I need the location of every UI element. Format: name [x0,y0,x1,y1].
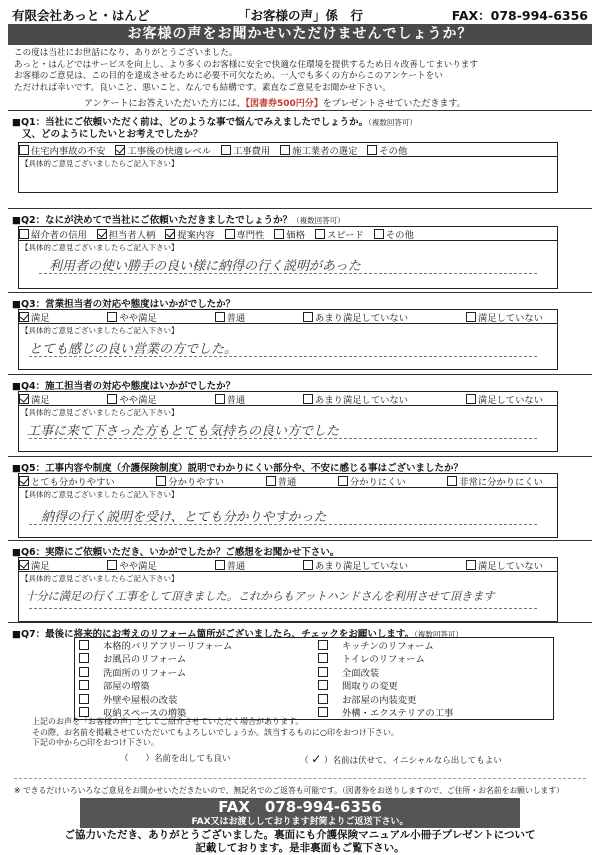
question-note: （複数回答可） [292,216,345,225]
checkbox[interactable] [19,312,29,322]
option-label: 工事後の快適レベル [127,145,212,157]
options-row [18,473,558,488]
option-label: 分かりにくい [349,476,406,488]
checkbox[interactable] [466,312,476,322]
reform-item[interactable] [314,692,553,706]
checkbox[interactable] [79,680,89,690]
reform-item[interactable] [314,665,553,679]
dashed-line [39,273,537,274]
comment-label: 【具体的ご意見ございましたらご記入下さい】 [21,574,179,583]
dashed-line [29,438,537,439]
question-title-text: ■Q1：当社にご依頼いただく前は、どのような事で悩んでみえましたでしょうか。 [12,117,369,128]
option[interactable] [447,474,543,488]
document-header [12,6,588,22]
option[interactable] [280,143,357,157]
notice-line: 上記のお声を「お客様の声」としてご紹介させていただく場合があります。 [32,717,304,726]
checkbox[interactable] [215,312,225,322]
option[interactable] [115,143,211,157]
present-prefix: アンケートにお答えいただいた方には、 [84,99,246,109]
question-title: ■Q3：営業担当者の対応や態度はいかがでしたか？ [12,299,236,310]
option[interactable] [466,310,543,324]
question-q4 [8,374,592,456]
checkbox[interactable] [466,560,476,570]
option[interactable] [19,474,115,488]
checkbox[interactable] [107,312,117,322]
reform-item[interactable] [314,679,553,693]
checkbox[interactable] [165,229,175,239]
intro-line: ただければ幸いです。良いこと、悪いこと、なんでも結構です。素直なご意見をお聞かせ下さい。 [14,82,391,93]
option[interactable] [466,558,543,572]
comment-box[interactable] [18,241,558,289]
checkbox[interactable] [274,229,284,239]
option-label: スピード [327,229,364,241]
checkbox[interactable] [318,653,328,663]
option-label: 普通 [226,560,246,572]
handwritten-answer: とても感じの良い営業の方でした。 [29,342,238,357]
option[interactable] [338,474,406,488]
question-q6 [8,540,592,624]
checkbox[interactable] [79,707,89,717]
option[interactable] [303,310,408,324]
options-row [18,142,558,157]
option-label: あまり満足していない [315,394,409,406]
publication-notice [32,717,399,749]
name-choice [100,752,520,766]
option-label: 名前を出しても良い [154,754,231,764]
reform-label: 外壁や屋根の改装 [103,694,178,706]
intro-line: お客様のご意見は、この目的を達成させるために必要不可欠なため、一人でも多くの方からこのアンケートをい [14,71,443,81]
reform-label: 外構・エクステリアの工事 [342,708,454,720]
reform-item[interactable] [75,665,314,679]
checkbox[interactable] [107,394,117,404]
reform-item[interactable] [314,652,553,666]
option[interactable] [215,558,246,572]
options-row [18,557,558,572]
checkbox[interactable] [280,145,290,155]
intro-line: あっと・はんどではサービスを向上し、より多くのお客様に安全で快適な住環境を提供するため日々改善してまいります [14,59,478,70]
question-note: （複数回答可） [414,630,463,639]
option-label: 施工業者の選定 [292,145,358,157]
intro-line: この度は当社にお世話になり、ありがとうございました。 [14,48,238,58]
intro-text [14,48,590,94]
comment-box[interactable] [18,406,558,452]
checkbox[interactable] [19,229,29,239]
checkbox[interactable] [225,229,235,239]
option[interactable] [215,392,246,406]
option-label: 担当者人柄 [108,229,156,241]
checkbox[interactable] [266,476,276,486]
reform-label: お部屋の内装変更 [342,694,417,706]
checkbox[interactable] [466,394,476,404]
checkbox[interactable] [215,560,225,570]
checkbox[interactable] [318,640,328,650]
option-label: 名前は伏せて、イニシャルなら出してもよい [332,756,502,766]
option[interactable] [107,558,156,572]
option-label: あまり満足していない [315,560,409,572]
reform-item[interactable] [75,638,314,652]
option-label: 非常に分かりにくい [459,476,543,488]
header-fax: FAX：078-994-6356 [451,8,588,23]
comment-box[interactable] [18,572,558,622]
option[interactable] [221,143,270,157]
reform-label: 全面改装 [342,667,380,679]
question-title: ■Q4：施工担当者の対応や態度はいかがでしたか？ [12,381,236,392]
checkbox[interactable] [447,476,457,486]
reform-label: 部屋の増築 [103,681,150,693]
option[interactable] [19,143,105,157]
checkbox[interactable] [79,667,89,677]
reform-label: 収納スペースの増築 [103,708,187,720]
comment-box[interactable] [18,488,558,538]
reform-item[interactable] [75,652,314,666]
footer-fax-sub: FAX又はお渡ししております封筒よりご返送下さい。 [80,816,520,828]
option[interactable] [466,392,543,406]
checkbox[interactable] [19,394,29,404]
question-q7 [8,622,592,720]
question-title-text: ■Q2：なにが決めてで当社にご依頼いただきましたでしょうか？ [12,215,293,226]
option-label: 満足していない [477,312,543,324]
reform-label: キッチンのリフォーム [342,640,434,652]
checkbox[interactable] [318,680,328,690]
thanks-line: 記載しております。是非裏面もご覧下さい。 [195,842,405,854]
option[interactable] [19,392,50,406]
dashed-line [29,524,537,525]
handwritten-answer: 納得の行く説明を受け、とても分かりやすかった [41,510,327,525]
checkbox[interactable] [303,560,313,570]
checkbox[interactable] [374,229,384,239]
option-label: 普通 [277,476,297,488]
question-q2 [8,208,592,292]
question-title: ■Q5：工事内容や制度（介護保険制度）説明でわかりにくい部分や、不安に感じる事はございましたか？ [12,463,463,474]
checkbox[interactable] [221,145,231,155]
option[interactable] [303,392,408,406]
option-label: 分かりやすい [168,476,225,488]
present-suffix: をプレゼントさせていただきます。 [322,99,466,109]
footer-fax: FAX 078-994-6356 [80,798,520,816]
checkbox[interactable] [367,145,377,155]
option[interactable] [156,474,224,488]
checkbox[interactable] [318,694,328,704]
option-label: 満足していない [477,560,543,572]
option[interactable] [107,310,156,324]
checkbox[interactable] [303,394,313,404]
option-label: やや満足 [119,312,157,324]
check-mark: ✓ [311,752,322,766]
reform-label: 間取りの変更 [342,681,398,693]
option[interactable] [266,474,297,488]
checkbox[interactable] [107,560,117,570]
checkbox[interactable] [156,476,166,486]
checkbox[interactable] [97,229,107,239]
company-name: 有限会社あっと・はんど [12,8,150,23]
question-title: ■Q6：実際にご依頼いただき、いかがでしたか？ご感想をお聞かせ下さい。 [12,547,340,558]
question-q5 [8,456,592,540]
present-highlight: 【図書券500円分】 [245,99,323,109]
option[interactable] [19,310,50,324]
checkbox[interactable] [79,653,89,663]
option[interactable] [165,227,214,241]
option-label: 工事費用 [233,145,271,157]
handwritten-answer: 利用者の使い勝手の良い様に納得の行く説明があった [49,259,361,274]
option[interactable] [97,227,156,241]
checkbox[interactable] [315,229,325,239]
option-label: その他 [379,145,408,157]
checkbox[interactable] [19,560,29,570]
section-name: 「お客様の声」係 行 [238,8,364,23]
option[interactable] [225,227,265,241]
dashed-separator [14,778,586,779]
question-subtitle: 又、どのようにしたいとお考えでしたか？ [22,129,203,140]
thanks-message [0,829,600,855]
checkbox[interactable] [79,640,89,650]
notice-line: その際、お名前を掲載させていただいてもよろしいでしょうか。該当するものに○印をおつけ下さい。 [32,727,399,737]
title-banner: お客様の声をお聞かせいただけませんでしょうか？ [8,24,592,45]
options-row [18,309,558,324]
footer-note: ※ できるだけいろいろなご意見をお聞かせいただきたいので、無記名でのご返答も可能です。（図書券をお送りしますので、ご住所・お名前をお願いします） [14,786,564,795]
option-label: 価格 [286,229,306,241]
option[interactable] [215,310,246,324]
option-label: 満足 [31,394,50,406]
reform-label: お風呂のリフォーム [103,654,187,666]
checkbox[interactable] [115,145,125,155]
name-choice-2[interactable]: （ ✓ ）名前は伏せて、イニシャルなら出してもよい [300,752,502,766]
checkbox[interactable] [338,476,348,486]
option[interactable] [107,392,156,406]
option-label: あまり満足していない [315,312,409,324]
option-label: やや満足 [119,560,157,572]
options-row [18,391,558,406]
comment-box[interactable] [18,157,558,193]
option-label: 提案内容 [177,229,215,241]
checkbox[interactable] [215,394,225,404]
dashed-line [29,356,537,357]
comment-label: 【具体的ご意見ございましたらご記入下さい】 [21,326,179,335]
question-q3 [8,292,592,374]
option-label: とても分かりやすい [31,476,115,488]
option[interactable] [315,227,364,241]
comment-label: 【具体的ご意見ございましたらご記入下さい】 [21,490,179,499]
comment-label: 【具体的ご意見ございましたらご記入下さい】 [21,243,179,252]
option[interactable] [374,227,414,241]
reform-label: 洗面所のリフォーム [103,667,187,679]
option-label: 満足 [31,560,50,572]
handwritten-answer: 工事に来て下さった方もとても気持ちの良い方でした [27,424,340,439]
checkbox[interactable] [79,694,89,704]
option-label: 紹介者の信用 [31,229,87,241]
comment-box[interactable] [18,324,558,370]
reform-item[interactable] [75,692,314,706]
reform-item[interactable] [314,638,553,652]
option-label: 満足 [31,312,50,324]
handwritten-answer: 十分に満足の行く工事をして頂きました。これからもアットハンドさんを利用させて頂きます [25,589,495,603]
option-label: 満足していない [477,394,543,406]
option-label: 普通 [226,312,246,324]
option-label: 住宅内事故の不安 [31,145,106,157]
option[interactable] [19,227,87,241]
question-q1 [8,110,592,196]
option-label: 普通 [226,394,246,406]
dashed-line [29,608,537,609]
checkbox[interactable] [318,667,328,677]
checkbox[interactable] [19,476,29,486]
reform-label: トイレのリフォーム [342,654,425,666]
checkbox[interactable] [303,312,313,322]
option[interactable] [303,558,408,572]
notice-line: 下記の中から○印をおつけ下さい。 [32,738,159,747]
options-row [18,226,558,241]
option[interactable] [19,558,50,572]
question-title-text: ■Q7：最後に将来的にお考えのリフォーム箇所がございましたら、チェックをお願いします。 [12,629,415,640]
question-title [12,212,345,226]
comment-label: 【具体的ご意見ございましたらご記入下さい】 [21,159,179,168]
option-label: やや満足 [119,394,157,406]
option-label: その他 [385,229,414,241]
checkbox[interactable] [318,707,328,717]
thanks-line: ご協力いただき、ありがとうございました。裏面にも介護保険マニュアル小冊子プレゼントについて [64,829,536,841]
reform-grid [74,637,554,720]
reform-item[interactable] [75,679,314,693]
checkbox[interactable] [19,145,29,155]
comment-label: 【具体的ご意見ございましたらご記入下さい】 [21,408,179,417]
option[interactable] [367,143,407,157]
question-note: （複数回答可） [368,118,417,127]
option-label: 専門性 [236,229,265,241]
reform-label: 本格的バリアフリーリフォーム [103,640,233,652]
option[interactable] [274,227,305,241]
name-choice-1[interactable]: （ ）名前を出しても良い [120,754,231,764]
present-notice [84,96,466,109]
